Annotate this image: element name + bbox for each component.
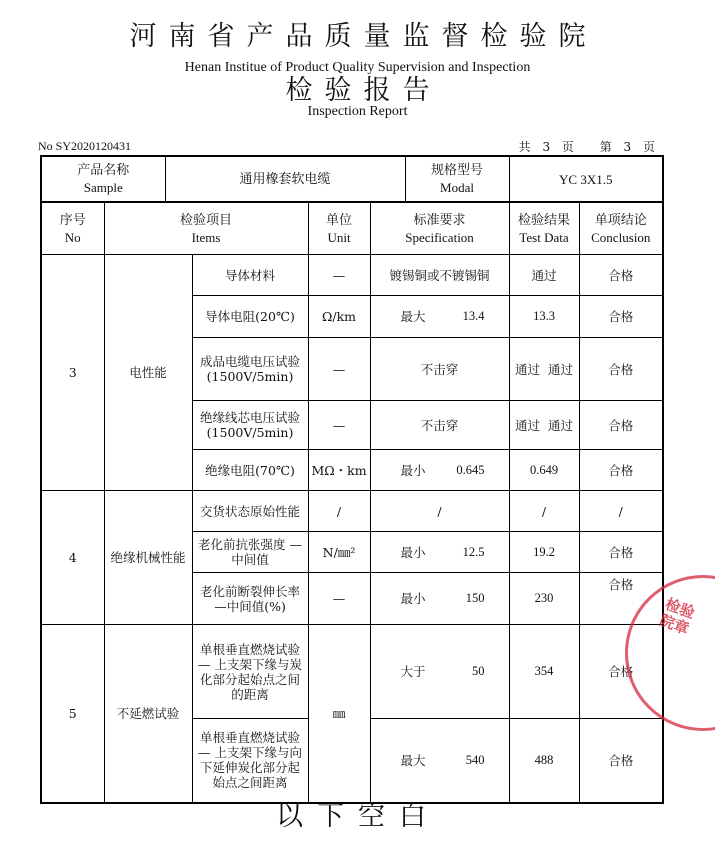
total-pages: 共 3 页: [518, 140, 574, 154]
conclusion: /: [579, 491, 663, 532]
sample-name-label: 产品名称 Sample: [41, 156, 165, 202]
conclusion: 合格: [579, 401, 663, 450]
spec: 最大 540: [370, 719, 509, 803]
table-row: [41, 491, 663, 532]
report-title-cn: 检验报告: [285, 75, 442, 106]
result: 19.2: [509, 532, 579, 573]
item-name: 绝缘线芯电压试验 (1500V/5min): [192, 401, 308, 450]
group-no: 5: [41, 625, 104, 803]
result: 通过 通过: [509, 401, 579, 450]
item-name: 老化前断裂伸长率 —中间值(%): [192, 573, 308, 625]
unit: —: [308, 573, 370, 625]
col-no: 序号 No: [41, 202, 104, 255]
group-no: 4: [41, 491, 104, 625]
sample-info-table: [40, 155, 664, 203]
current-page: 第 3 页: [599, 140, 655, 154]
spec: 最大 13.4: [370, 296, 509, 338]
group-category: 绝缘机械性能: [104, 491, 192, 625]
col-items: 检验项目 Items: [104, 202, 308, 255]
col-conclusion: 单项结论 Conclusion: [579, 202, 663, 255]
group-category: 不延燃试验: [104, 625, 192, 803]
document-number: No SY2020120431: [38, 139, 132, 153]
report-title-en: Inspection Report: [307, 104, 408, 119]
institute-name-cn: 河南省产品质量监督检验院: [129, 21, 598, 52]
sample-model-label: 规格型号 Modal: [405, 156, 509, 202]
table-row: [41, 255, 663, 296]
conclusion: 合格: [579, 255, 663, 296]
result: 0.649: [509, 450, 579, 491]
unit: MΩ・km: [308, 450, 370, 491]
spec: 大于 50: [370, 625, 509, 719]
result: 354: [509, 625, 579, 719]
inspection-results-table: [40, 201, 664, 804]
conclusion: 合格: [579, 625, 663, 719]
conclusion: 合格: [579, 296, 663, 338]
spec: 镀锡铜或不镀锡铜: [370, 255, 509, 296]
official-seal-text: 检验院章: [657, 594, 698, 639]
page-indicator: [505, 138, 655, 155]
unit: /: [308, 491, 370, 532]
unit: N/㎜²: [308, 532, 370, 573]
spec: 不击穿: [370, 401, 509, 450]
blank-below-note: 以下空白: [276, 801, 440, 832]
col-unit: 单位 Unit: [308, 202, 370, 255]
sample-model-value: YC 3X1.5: [509, 156, 663, 202]
item-name: 单根垂直燃烧试验— 上支架下缘与向下延伸炭化部分起始点之间距离: [192, 719, 308, 803]
conclusion: 合格: [579, 532, 663, 573]
item-name: 导体电阻(20℃): [192, 296, 308, 338]
result: 230: [509, 573, 579, 625]
spec: 最小 0.645: [370, 450, 509, 491]
table-row: [41, 625, 663, 719]
spec: /: [370, 491, 509, 532]
group-category: 电性能: [104, 255, 192, 491]
item-name: 导体材料: [192, 255, 308, 296]
col-spec: 标准要求 Specification: [370, 202, 509, 255]
conclusion: 合格: [579, 573, 663, 625]
unit: ㎜: [308, 625, 370, 803]
conclusion: 合格: [579, 338, 663, 401]
table-header-row: [41, 202, 663, 255]
unit: Ω/km: [308, 296, 370, 338]
item-name: 绝缘电阻(70℃): [192, 450, 308, 491]
unit: —: [308, 255, 370, 296]
institute-name-en: Henan Institue of Product Quality Supervision and Inspection: [184, 60, 531, 75]
col-result: 检验结果 Test Data: [509, 202, 579, 255]
group-no: 3: [41, 255, 104, 491]
result: /: [509, 491, 579, 532]
item-name: 老化前抗张强度 —中间值: [192, 532, 308, 573]
item-name: 交货状态原始性能: [192, 491, 308, 532]
item-name: 成品电缆电压试验 (1500V/5min): [192, 338, 308, 401]
unit: —: [308, 338, 370, 401]
result: 13.3: [509, 296, 579, 338]
result: 通过: [509, 255, 579, 296]
unit: —: [308, 401, 370, 450]
sample-name-value: 通用橡套软电缆: [165, 156, 405, 202]
conclusion: 合格: [579, 450, 663, 491]
spec: 不击穿: [370, 338, 509, 401]
spec: 最小 12.5: [370, 532, 509, 573]
result: 通过 通过: [509, 338, 579, 401]
conclusion: 合格: [579, 719, 663, 803]
spec: 最小 150: [370, 573, 509, 625]
result: 488: [509, 719, 579, 803]
item-name: 单根垂直燃烧试验— 上支架下缘与炭化部分起始点之间的距离: [192, 625, 308, 719]
